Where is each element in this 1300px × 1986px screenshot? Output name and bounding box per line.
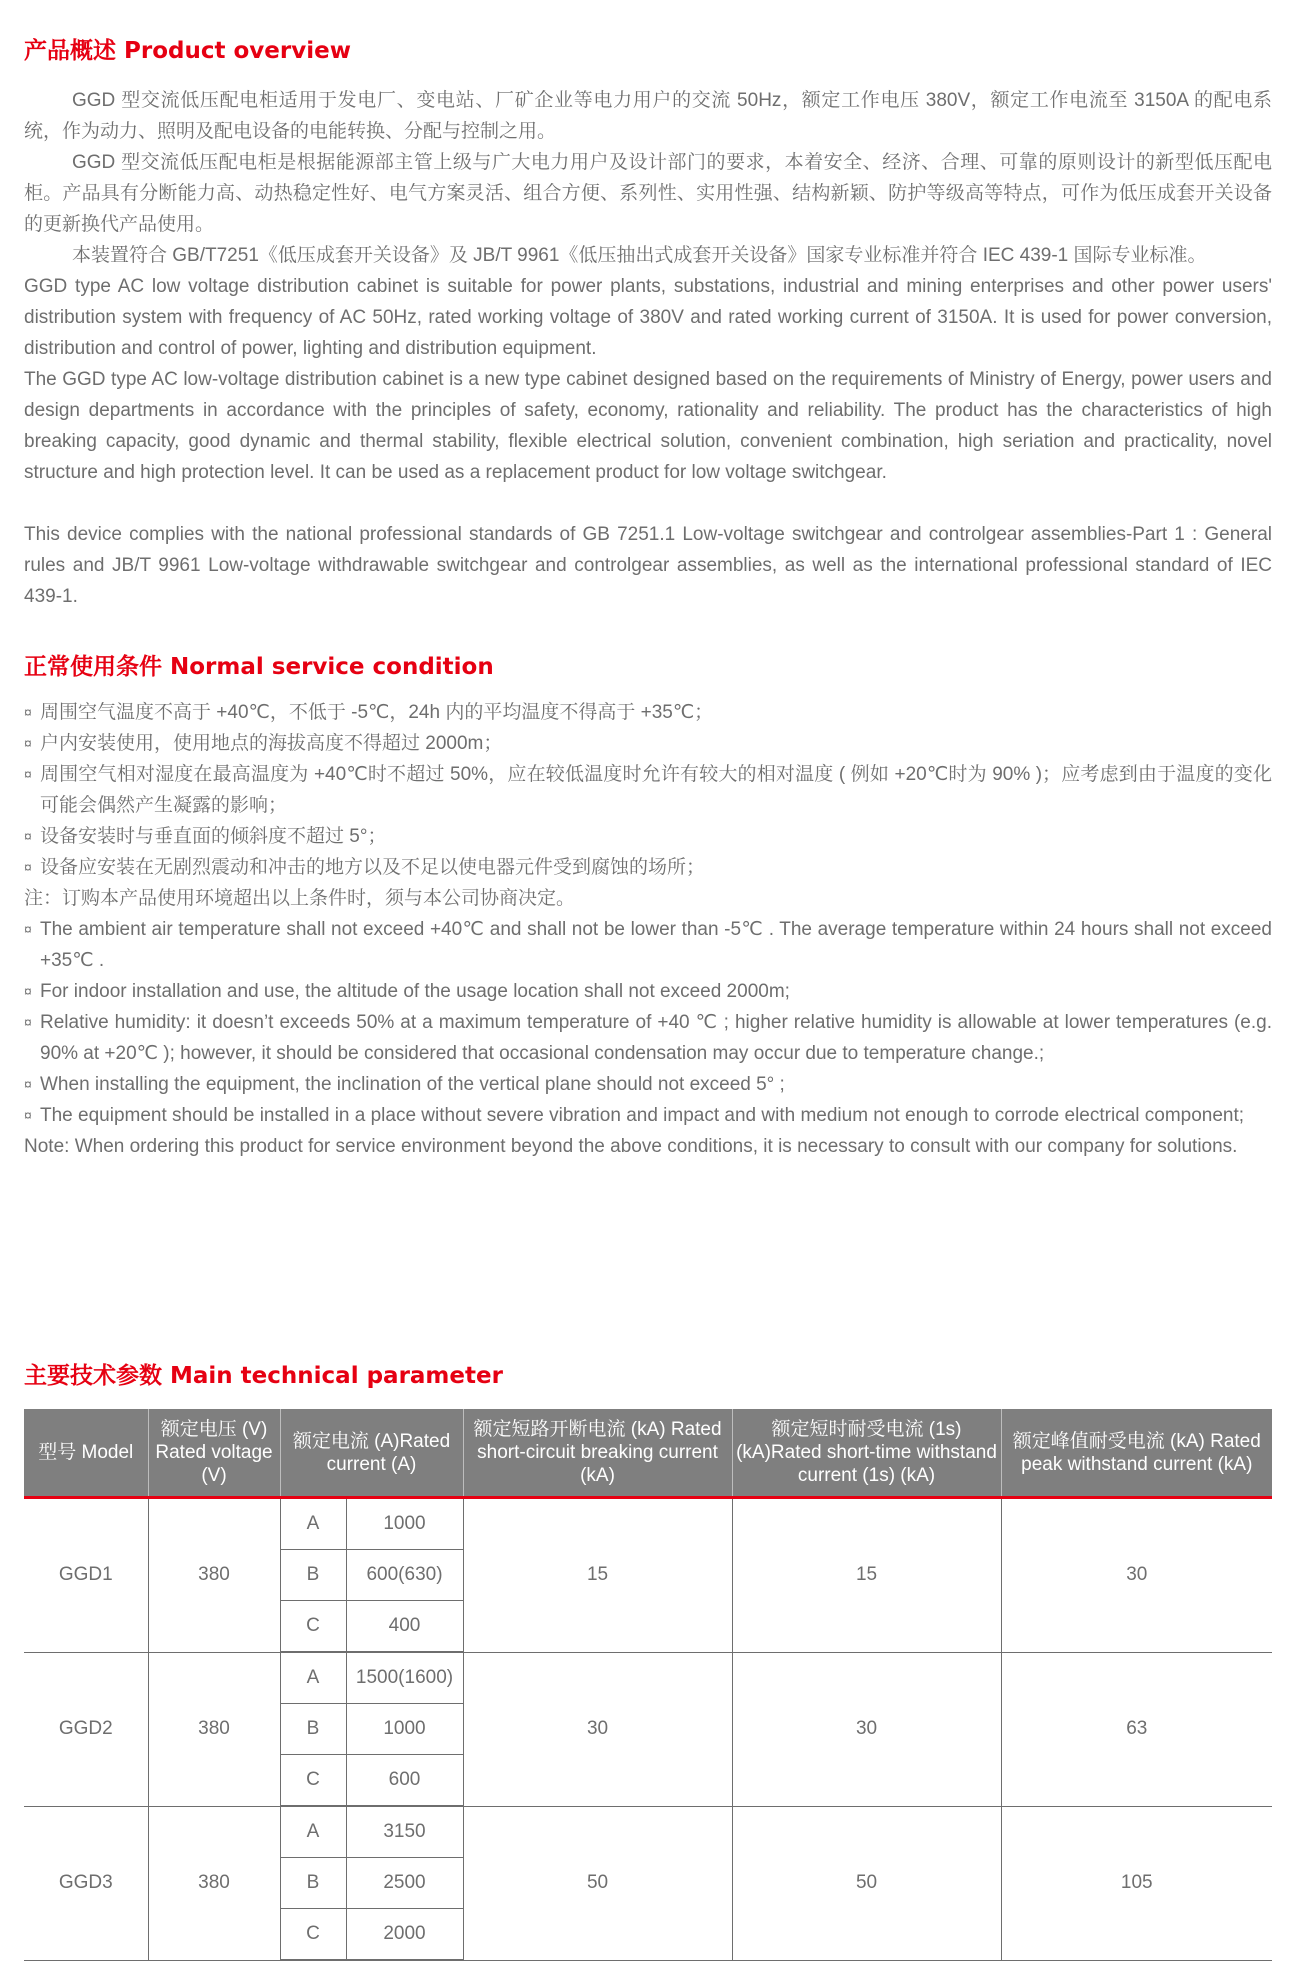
overview-en-paragraph-1: GGD type AC low voltage distribution cabinet is suitable for power plants, substations, industrial and mining enterprises and other power users' distribution system with frequency of AC 50Hz, rated working voltage of 380V and rated working current of 3150A. It is used for power conversion, distribution and control of power, lighting and distribution equipment. [24, 276, 1272, 359]
overview-cn-paragraph-1: GGD 型交流低压配电柜适用于发电厂、变电站、厂矿企业等电力用户的交流 50Hz，额定工作电压 380V，额定工作电流至 3150A 的配电系统，作为动力、照明及配电设备的电能转换、分配与控制之用。 [24, 90, 1272, 142]
bullet-mark-icon: ¤ [24, 704, 32, 720]
cell-peak: 105 [1001, 1806, 1272, 1960]
table-header-row [24, 1409, 1272, 1498]
cell-voltage: 380 [148, 1806, 280, 1960]
service-cn-item: ¤ 户内安装使用，使用地点的海拔高度不得超过 2000m； [24, 728, 1272, 759]
cell-current: 2000 [346, 1909, 463, 1961]
cell-model: GGD1 [24, 1498, 148, 1653]
cell-breaking: 30 [463, 1652, 732, 1806]
bullet-mark-icon: ¤ [24, 1014, 32, 1030]
cell-peak: 63 [1001, 1652, 1272, 1806]
cell-peak: 30 [1001, 1498, 1272, 1653]
cell-current: 400 [346, 1601, 463, 1653]
bullet-mark-icon: ¤ [24, 983, 32, 999]
cell-current: 1000 [346, 1704, 463, 1755]
cell-current: 600(630) [346, 1550, 463, 1601]
cell-voltage: 380 [148, 1652, 280, 1806]
cell-grade: B [280, 1858, 346, 1909]
cell-short-time: 50 [732, 1806, 1001, 1960]
service-cn-item: ¤ 设备应安装在无剧烈震动和冲击的地方以及不足以使电器元件受到腐蚀的场所； [24, 852, 1272, 883]
cell-current: 3150 [346, 1806, 463, 1858]
overview-cn-paragraph-3: 本装置符合 GB/T7251《低压成套开关设备》及 JB/T 9961《低压抽出式成套开关设备》国家专业标准并符合 IEC 439-1 国际专业标准。 [72, 245, 1207, 266]
bullet-mark-icon: ¤ [24, 766, 32, 782]
technical-parameter-table [24, 1409, 1272, 1961]
bullet-mark-icon: ¤ [24, 921, 32, 937]
cell-current: 1500(1600) [346, 1652, 463, 1704]
cell-grade: B [280, 1704, 346, 1755]
cell-grade: C [280, 1755, 346, 1807]
cell-grade: A [280, 1498, 346, 1550]
bullet-mark-icon: ¤ [24, 859, 32, 875]
header-rated-current: 额定电流 (A)Rated current (A) [280, 1409, 463, 1498]
service-en-item: ¤ The equipment should be installed in a place without severe vibration and impact and with medium not enough to corrode electrical component; [24, 1100, 1272, 1131]
cell-grade: C [280, 1909, 346, 1961]
cell-grade: B [280, 1550, 346, 1601]
service-en-note: Note: When ordering this product for service environment beyond the above conditions, it is necessary to consult with our company for solutions. [24, 1136, 1238, 1157]
cell-short-time: 30 [732, 1652, 1001, 1806]
overview-en-paragraph-3: This device complies with the national professional standards of GB 7251.1 Low-voltage switchgear and controlgear assemblies-Part 1 : General rules and JB/T 9961 Low-voltage withdrawable switchgear and controlgear assemblies, as well as the international professional standard of IEC 439-1. [24, 524, 1272, 607]
cell-current: 1000 [346, 1498, 463, 1550]
header-rated-voltage: 额定电压 (V) Rated voltage (V) [148, 1409, 280, 1498]
header-breaking-current: 额定短路开断电流 (kA) Rated short-circuit breaking current (kA) [463, 1409, 732, 1498]
overview-en-paragraph-2: The GGD type AC low-voltage distribution cabinet is a new type cabinet designed based on the requirements of Ministry of Energy, power users and design departments in accordance with the principles of safety, economy, rationality and reliability. The product has the characteristics of high breaking capacity, good dynamic and thermal stability, flexible electrical solution, convenient combination, high seriation and practicality, novel structure and high protection level. It can be used as a replacement product for low voltage switchgear. [24, 369, 1272, 483]
service-condition-heading: 正常使用条件 Normal service condition [24, 654, 494, 680]
cell-short-time: 15 [732, 1498, 1001, 1653]
overview-cn-paragraph-2: GGD 型交流低压配电柜是根据能源部主管上级与广大电力用户及设计部门的要求，本着安全、经济、合理、可靠的原则设计的新型低压配电柜。产品具有分断能力高、动热稳定性好、电气方案灵活、组合方便、系列性、实用性强、结构新颖、防护等级高等特点，可作为低压成套开关设备的更新换代产品使用。 [24, 152, 1272, 235]
bullet-mark-icon: ¤ [24, 735, 32, 751]
table-row [24, 1498, 1272, 1550]
cell-voltage: 380 [148, 1498, 280, 1653]
service-cn-item: ¤ 周围空气相对湿度在最高温度为 +40℃时不超过 50%，应在较低温度时允许有较大的相对温度 ( 例如 +20℃时为 90% )；应考虑到由于温度的变化可能会偶然产生凝露的影响； [24, 759, 1272, 821]
bullet-mark-icon: ¤ [24, 828, 32, 844]
service-en-item: ¤ When installing the equipment, the inclination of the vertical plane should not exceed 5° ; [24, 1069, 1272, 1100]
service-cn-note: 注：订购本产品使用环境超出以上条件时，须与本公司协商决定。 [24, 888, 576, 909]
cell-breaking: 50 [463, 1806, 732, 1960]
header-short-time-current: 额定短时耐受电流 (1s) (kA)Rated short-time withstand current (1s) (kA) [732, 1409, 1001, 1498]
service-en-item: ¤ The ambient air temperature shall not exceed +40℃ and shall not be lower than -5℃ . The average temperature within 24 hours shall not exceed +35℃ . [24, 914, 1272, 976]
cell-model: GGD3 [24, 1806, 148, 1960]
cell-current: 2500 [346, 1858, 463, 1909]
header-model: 型号 Model [24, 1409, 148, 1498]
table-row [24, 1652, 1272, 1704]
cell-grade: C [280, 1601, 346, 1653]
product-overview-heading: 产品概述 Product overview [24, 38, 351, 64]
service-en-item: ¤ For indoor installation and use, the altitude of the usage location shall not exceed 2000m; [24, 976, 1272, 1007]
cell-grade: A [280, 1806, 346, 1858]
bullet-mark-icon: ¤ [24, 1076, 32, 1092]
cell-model: GGD2 [24, 1652, 148, 1806]
service-cn-item: ¤ 设备安装时与垂直面的倾斜度不超过 5°； [24, 821, 1272, 852]
cell-current: 600 [346, 1755, 463, 1807]
service-en-item: ¤ Relative humidity: it doesn’t exceeds 50% at a maximum temperature of +40 ℃ ; higher relative humidity is allowable at lower temperatures (e.g. 90% at +20℃ ); however, it should be considered that occasional condensation may occur due to temperature change.; [24, 1007, 1272, 1069]
cell-grade: A [280, 1652, 346, 1704]
table-row [24, 1806, 1272, 1858]
technical-parameter-heading: 主要技术参数 Main technical parameter [24, 1363, 503, 1389]
cell-breaking: 15 [463, 1498, 732, 1653]
service-cn-list [24, 697, 1272, 1162]
bullet-mark-icon: ¤ [24, 1107, 32, 1123]
header-peak-current: 额定峰值耐受电流 (kA) Rated peak withstand current (kA) [1001, 1409, 1272, 1498]
service-cn-item: ¤ 周围空气温度不高于 +40℃，不低于 -5℃，24h 内的平均温度不得高于 +35℃； [24, 697, 1272, 728]
